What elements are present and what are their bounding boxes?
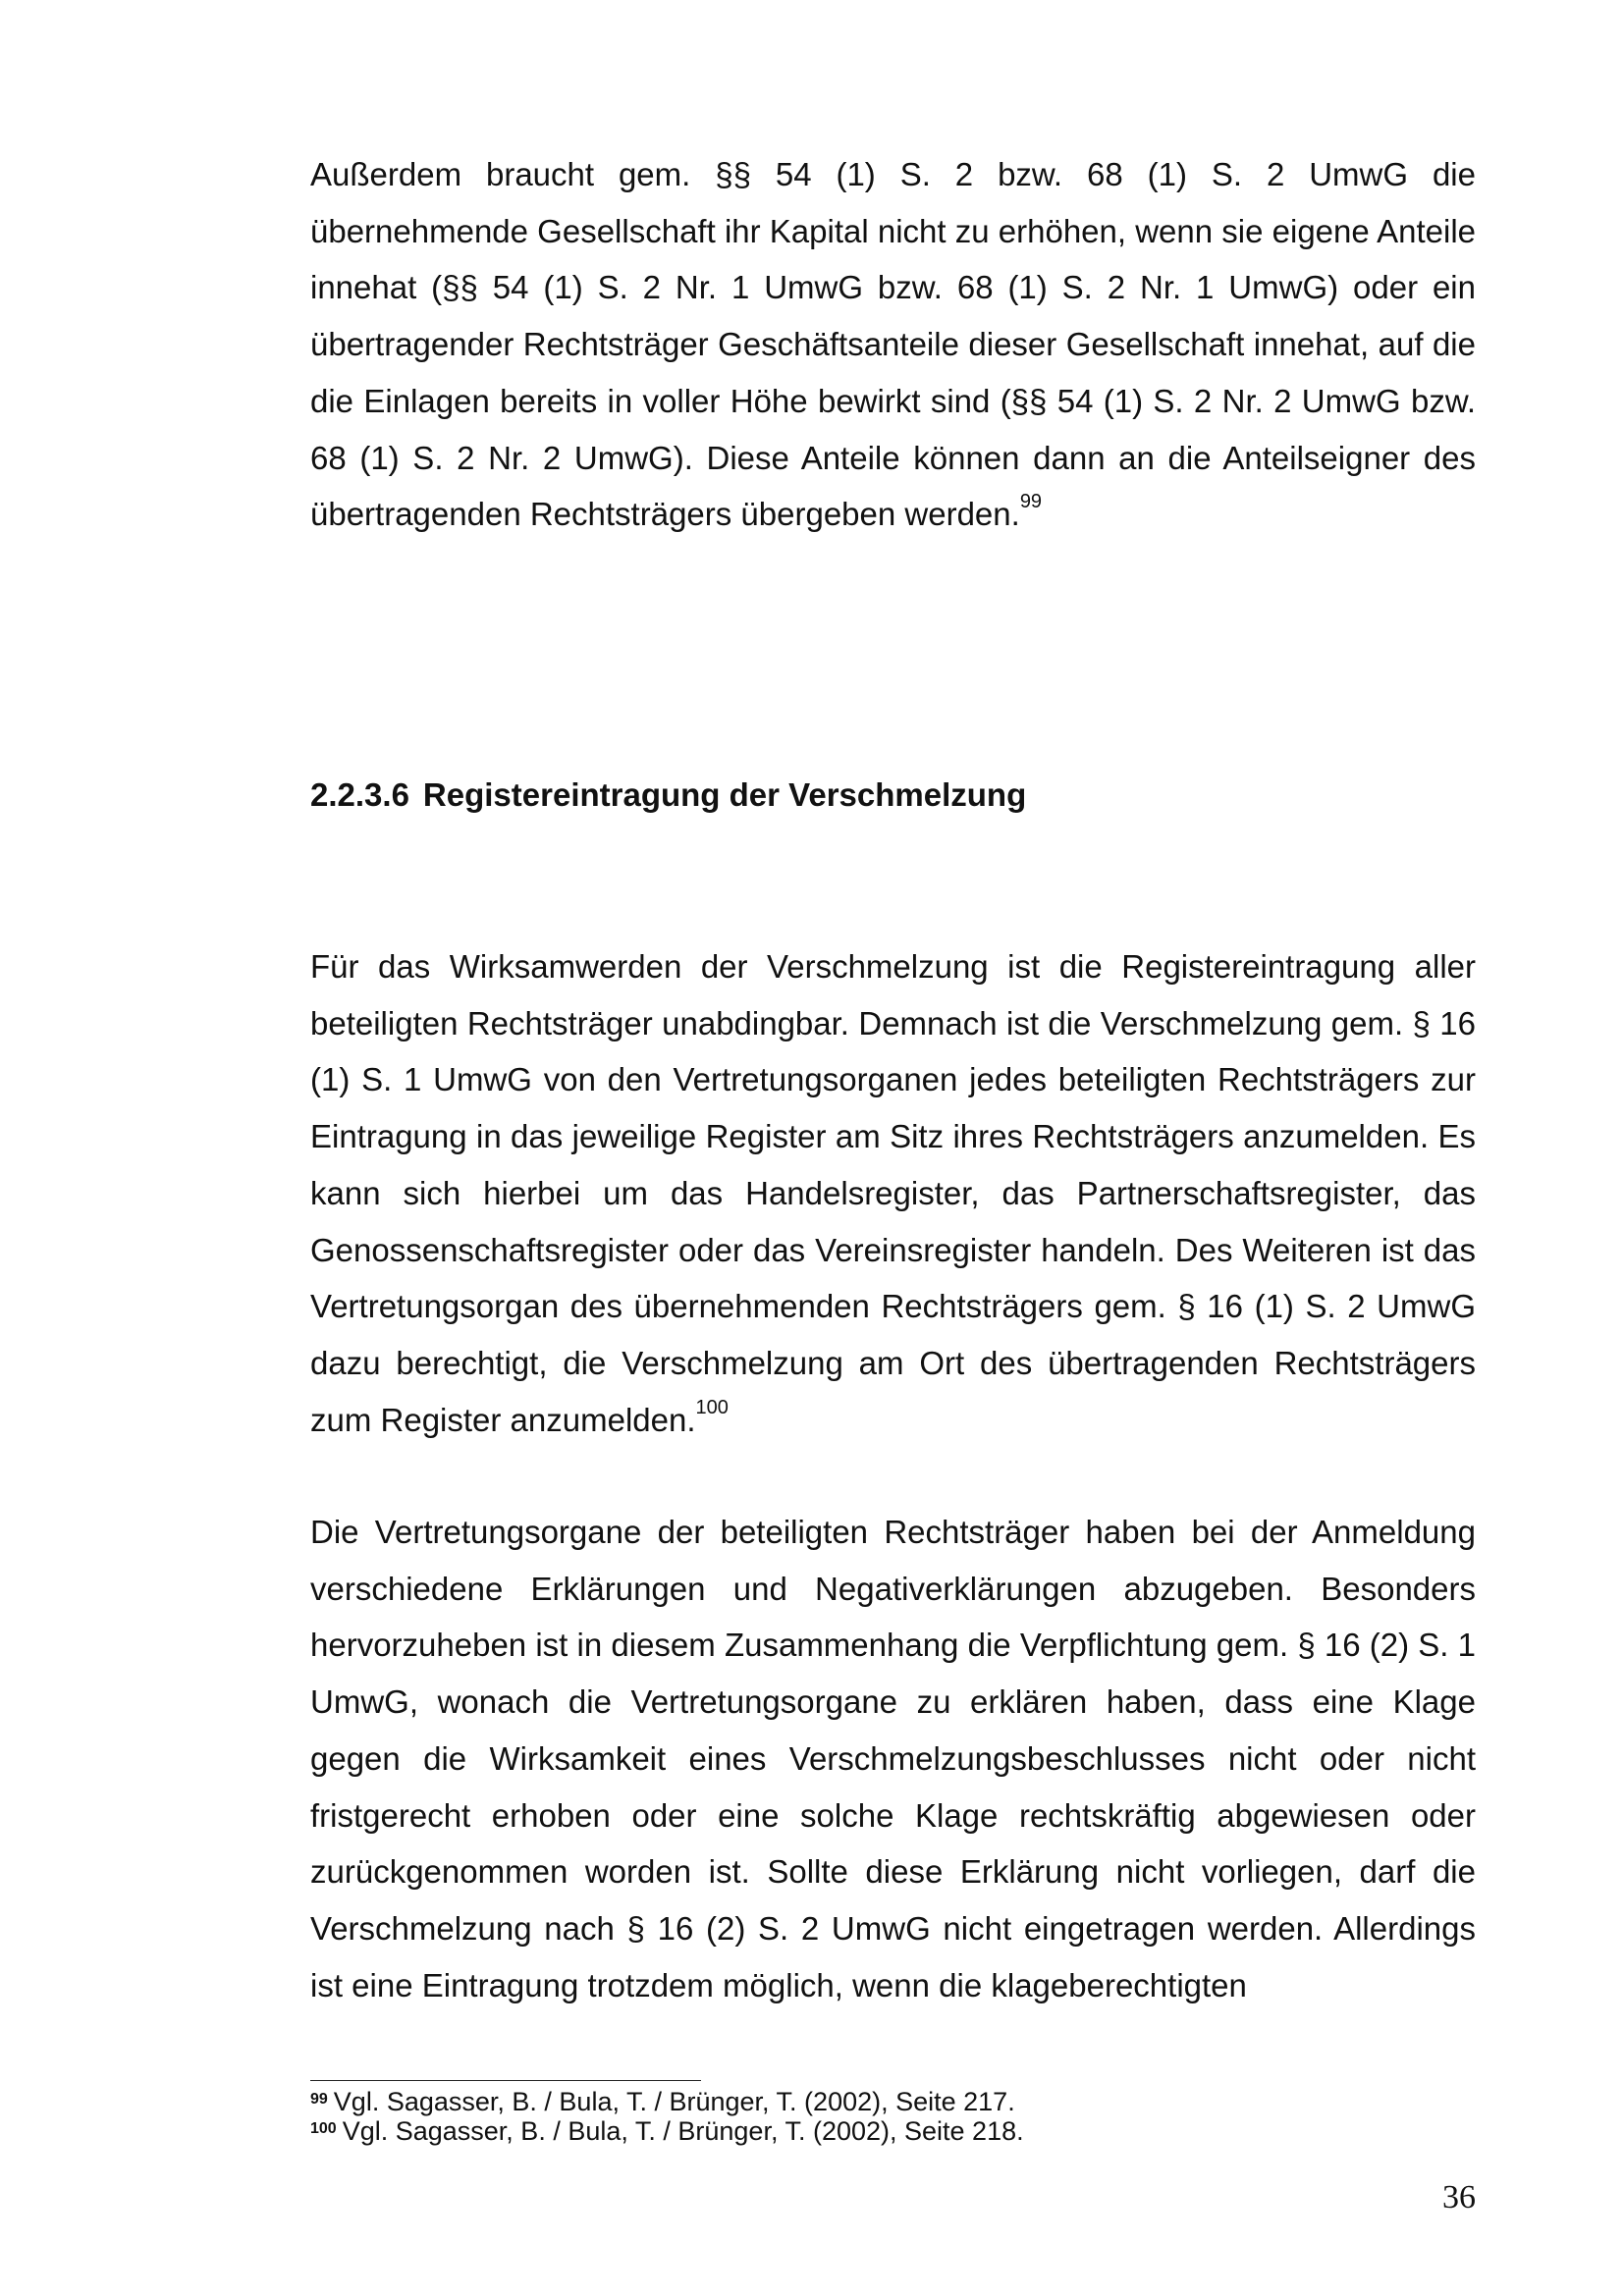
paragraph-text: Für das Wirksamwerden der Verschmelzung ist die Registereintragung aller beteiligten Rechtsträger unabdingbar. Demnach ist die Verschmelzung gem. § 16 (1) S. 1 UmwG von den Vertretungsorganen jedes beteiligten Rechtsträgers zur Eintragung in das jeweilige Register am Sitz ihres Rechtsträgers anzumelden. Es kann sich hierbei um das Handelsregister, das Partnerschaftsregister, das Genossenschaftsregister oder das Vereinsregister handeln. Des Weiteren ist das Vertretungsorgan des übernehmenden Rechtsträgers gem. § 16 (1) S. 2 UmwG dazu berechtigt, die Verschmelzung am Ort des übertragenden Rechtsträgers zum Register anzumelden. xyxy=(310,948,1476,1438)
body-paragraph xyxy=(310,938,1476,1448)
body-paragraph xyxy=(310,1504,1476,2013)
footnote-number: 100 xyxy=(310,2120,337,2137)
footnote-reference: 100 xyxy=(695,1396,729,1418)
footnote-text: Vgl. Sagasser, B. / Bula, T. / Brünger, T. (2002), Seite 217. xyxy=(333,2087,1015,2116)
footnote xyxy=(310,2087,1476,2116)
footnote-number: 99 xyxy=(310,2091,328,2108)
footnote xyxy=(310,2116,1476,2146)
page-number: 36 xyxy=(1442,2179,1476,2216)
footnote-text: Vgl. Sagasser, B. / Bula, T. / Brünger, T. (2002), Seite 218. xyxy=(342,2116,1024,2146)
body-paragraph xyxy=(310,146,1476,543)
footnote-divider xyxy=(310,2080,701,2081)
footnote-reference: 99 xyxy=(1019,491,1043,513)
paragraph-text: Die Vertretungsorgane der beteiligten Rechtsträger haben bei der Anmeldung verschiedene Erklärungen und Negativerklärungen abzugeben. Besonders hervorzuheben ist in diesem Zusammenhang die Verpflichtung gem. § 16 (2) S. 1 UmwG, wonach die Vertretungsorgane zu erklären haben, dass eine Klage gegen die Wirksamkeit eines Verschmelzungsbeschlusses nicht oder nicht fristgerecht erhoben oder eine solche Klage rechtskräftig abgewiesen oder zurückgenommen worden ist. Sollte diese Erklärung nicht vorliegen, darf die Verschmelzung nach § 16 (2) S. 2 UmwG nicht eingetragen werden. Allerdings ist eine Eintragung trotzdem möglich, wenn die klageberechtigten xyxy=(310,1514,1476,2003)
paragraph-text: Außerdem braucht gem. §§ 54 (1) S. 2 bzw. 68 (1) S. 2 UmwG die übernehmende Gesellschaft ihr Kapital nicht zu erhöhen, wenn sie eigene Anteile innehat (§§ 54 (1) S. 2 Nr. 1 UmwG bzw. 68 (1) S. 2 Nr. 1 UmwG) oder ein übertragender Rechtsträger Geschäftsanteile dieser Gesellschaft innehat, auf die die Einlagen bereits in voller Höhe bewirkt sind (§§ 54 (1) S. 2 Nr. 2 UmwG bzw. 68 (1) S. 2 Nr. 2 UmwG). Diese Anteile können dann an die Anteilseigner des übertragenden Rechtsträgers übergeben werden. xyxy=(310,156,1476,533)
section-title: Registereintragung der Verschmelzung xyxy=(422,776,1027,813)
footnotes xyxy=(310,2087,1476,2146)
section-heading xyxy=(310,771,1026,820)
section-number: 2.2.3.6 xyxy=(310,776,409,813)
